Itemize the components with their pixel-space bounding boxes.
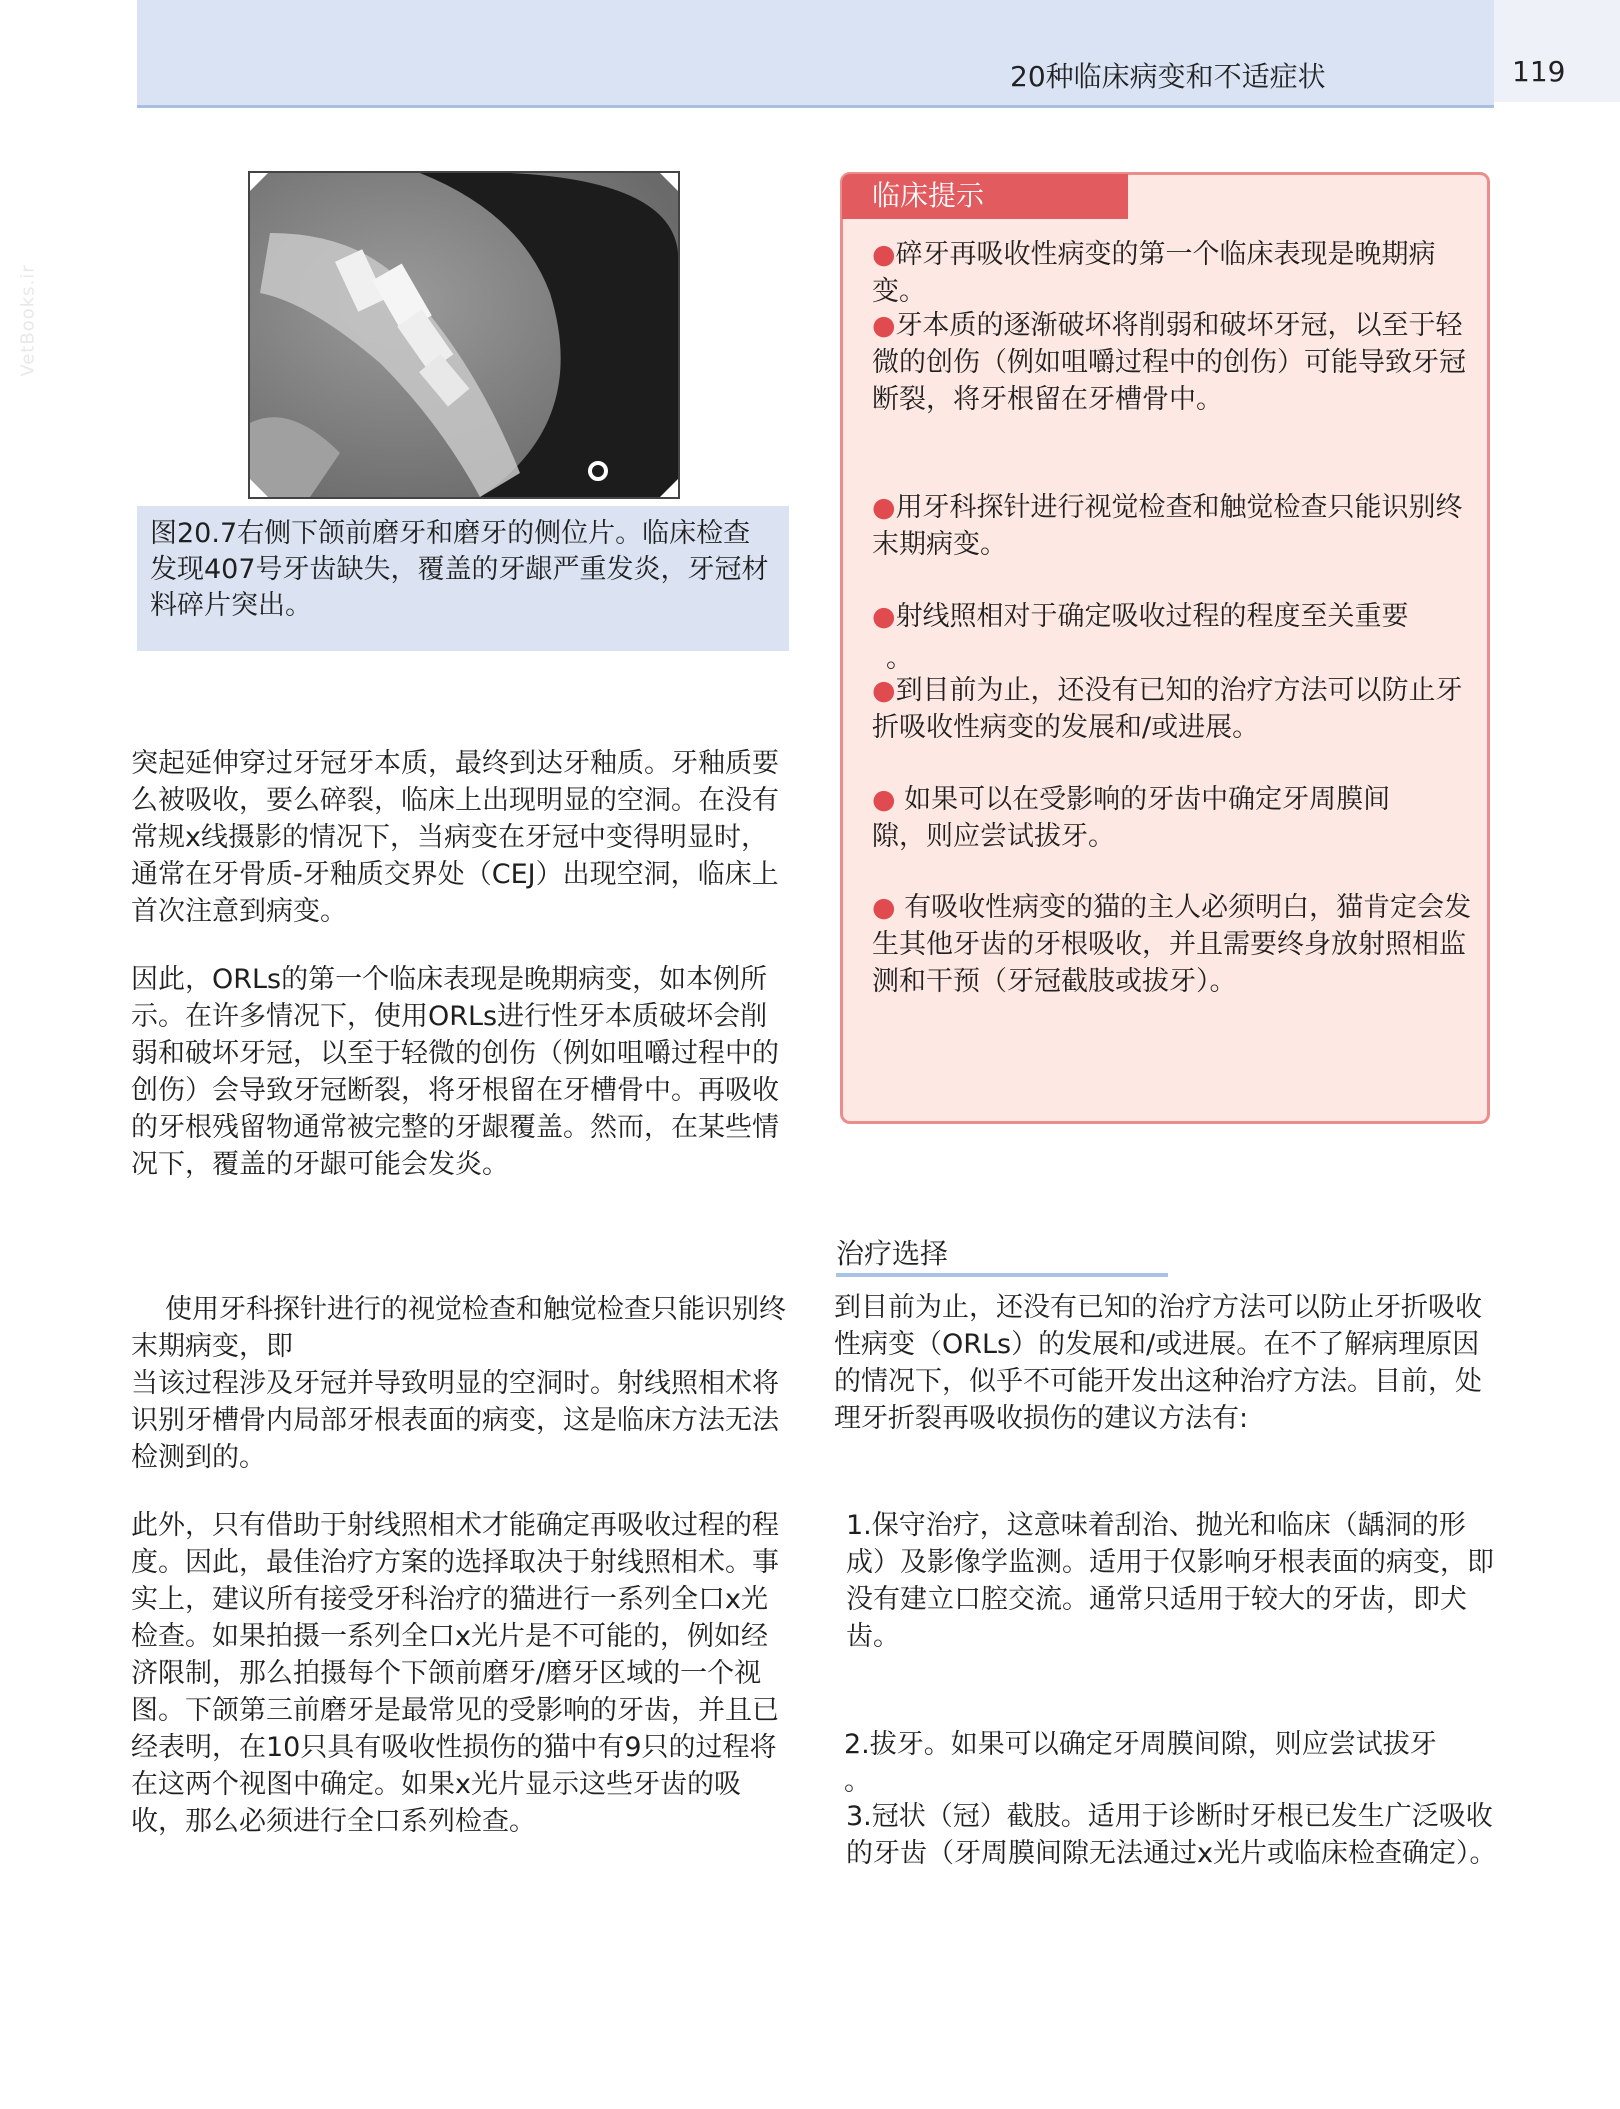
xray-image bbox=[248, 171, 680, 499]
treatment-item-1 bbox=[846, 1507, 1498, 1655]
paragraph-text: 因此，ORLs的第一个临床表现是晚期病变，如本例所示。在许多情况下，使用ORLs进行性牙本质破坏会削弱和破坏牙冠，以至于轻微的创伤（例如咀嚼过程中的创伤）会导致牙冠断裂，将牙根留在牙槽骨中。再吸收的牙根残留物通常被完整的牙龈覆盖。然而，在某些情况下，覆盖的牙龈可能会发炎。 bbox=[131, 964, 779, 1180]
watermark: VetBooks.ir bbox=[17, 264, 39, 377]
clinical-tip-item bbox=[872, 672, 1472, 746]
treatment-item-3 bbox=[846, 1798, 1498, 1872]
tip-text: 牙本质的逐渐破坏将削弱和破坏牙冠，以至于轻微的创伤（例如咀嚼过程中的创伤）可能导致牙冠断裂，将牙根留在牙槽骨中。 bbox=[872, 310, 1466, 415]
bullet-icon: ● bbox=[872, 310, 896, 341]
clinical-tip-item bbox=[872, 307, 1478, 418]
tip-text: 用牙科探针进行视觉检查和触觉检查只能识别终末期病变。 bbox=[872, 492, 1463, 560]
paragraph-text: 此外，只有借助于射线照相术才能确定再吸收过程的程度。因此，最佳治疗方案的选择取决于射线照相术。事实上，建议所有接受牙科治疗的猫进行一系列全口x光检查。如果拍摄一系列全口x光片是不可能的，例如经济限制，那么拍摄每个下颌前磨牙/磨牙区域的一个视图。下颌第三前磨牙是最常见的受影响的牙齿，并且已经表明，在10只具有吸收性损伤的猫中有9只的过程将在这两个视图中确定。如果x光片显示这些牙齿的吸收，那么必须进行全口系列检查。 bbox=[131, 1510, 779, 1837]
clinical-tip-item bbox=[872, 489, 1472, 563]
clinical-tips-title: 临床提示 bbox=[872, 179, 985, 212]
paragraph-text: 突起延伸穿过牙冠牙本质，最终到达牙釉质。牙釉质要么被吸收，要么碎裂，临床上出现明显的空洞。在没有常规x线摄影的情况下，当病变在牙冠中变得明显时，通常在牙骨质-牙釉质交界处（CEJ）出现空洞，临床上首次注意到病变。 bbox=[131, 748, 779, 927]
left-paragraph-4 bbox=[131, 1507, 791, 1840]
page-number: 119 bbox=[1512, 55, 1566, 88]
tip-trailing-period: 。 bbox=[886, 643, 913, 674]
paragraph-text: 当该过程涉及牙冠并导致明显的空洞时。射线照相术将识别牙槽骨内局部牙根表面的病变，这是临床方法无法检测到的。 bbox=[131, 1368, 779, 1473]
bullet-icon: ● bbox=[872, 675, 896, 706]
paragraph-text: 。 bbox=[844, 1766, 871, 1797]
left-paragraph-1 bbox=[131, 745, 791, 930]
paragraph-text: 使用牙科探针进行的视觉检查和触觉检查只能识别终末期病变，即 bbox=[131, 1294, 786, 1362]
clinical-tip-item bbox=[872, 236, 1472, 310]
paragraph-text: 3.冠状（冠）截肢。适用于诊断时牙根已发生广泛吸收的牙齿（牙周膜间隙无法通过x光片或临床检查确定）。 bbox=[846, 1801, 1497, 1869]
clinical-tip-item bbox=[872, 889, 1472, 1000]
bullet-icon: ● bbox=[872, 601, 896, 632]
treatment-section-title: 治疗选择 bbox=[836, 1237, 949, 1270]
paragraph-text: 到目前为止，还没有已知的治疗方法可以防止牙折吸收性病变（ORLs）的发展和/或进展。在不了解病理原因的情况下，似乎不可能开发出这种治疗方法。目前，处理牙折裂再吸收损伤的建议方法有: bbox=[834, 1292, 1482, 1434]
clinical-tip-item bbox=[872, 781, 1432, 855]
treatment-intro bbox=[834, 1289, 1504, 1437]
tip-text: 如果可以在受影响的牙齿中确定牙周膜间隙，则应尝试拔牙。 bbox=[872, 784, 1391, 852]
tip-text: 有吸收性病变的猫的主人必须明白，猫肯定会发生其他牙齿的牙根吸收，并且需要终身放射照相监测和干预（牙冠截肢或拔牙）。 bbox=[872, 892, 1472, 997]
left-paragraph-3 bbox=[131, 1291, 791, 1476]
paragraph-text: 1.保守治疗，这意味着刮治、抛光和临床（龋洞的形成）及影像学监测。适用于仅影响牙根表面的病变，即没有建立口腔交流。通常只适用于较大的牙齿，即犬齿。 bbox=[846, 1510, 1494, 1652]
tip-text: 到目前为止，还没有已知的治疗方法可以防止牙折吸收性病变的发展和/或进展。 bbox=[872, 675, 1463, 743]
treatment-item-2 bbox=[844, 1726, 1498, 1800]
paragraph-text: 2.拔牙。如果可以确定牙周膜间隙，则应尝试拔牙 bbox=[844, 1729, 1437, 1760]
bullet-icon: ● bbox=[872, 492, 896, 523]
figure-caption: 图20.7右侧下颌前磨牙和磨牙的侧位片。临床检查发现407号牙齿缺失，覆盖的牙龈严重发炎，牙冠材料碎片突出。 bbox=[150, 518, 769, 621]
running-header-title: 20种临床病变和不适症状 bbox=[1010, 60, 1326, 93]
section-rule bbox=[836, 1273, 1168, 1277]
tip-text: 碎牙再吸收性病变的第一个临床表现是晚期病变。 bbox=[872, 239, 1436, 307]
clinical-tip-item bbox=[872, 598, 1472, 635]
bullet-icon: ● bbox=[872, 892, 896, 923]
left-paragraph-2 bbox=[131, 961, 791, 1183]
tip-text: 射线照相对于确定吸收过程的程度至关重要 bbox=[895, 601, 1409, 632]
bullet-icon: ● bbox=[872, 784, 896, 815]
xray-radiograph-graphic bbox=[250, 173, 678, 497]
bullet-icon: ● bbox=[872, 239, 896, 270]
